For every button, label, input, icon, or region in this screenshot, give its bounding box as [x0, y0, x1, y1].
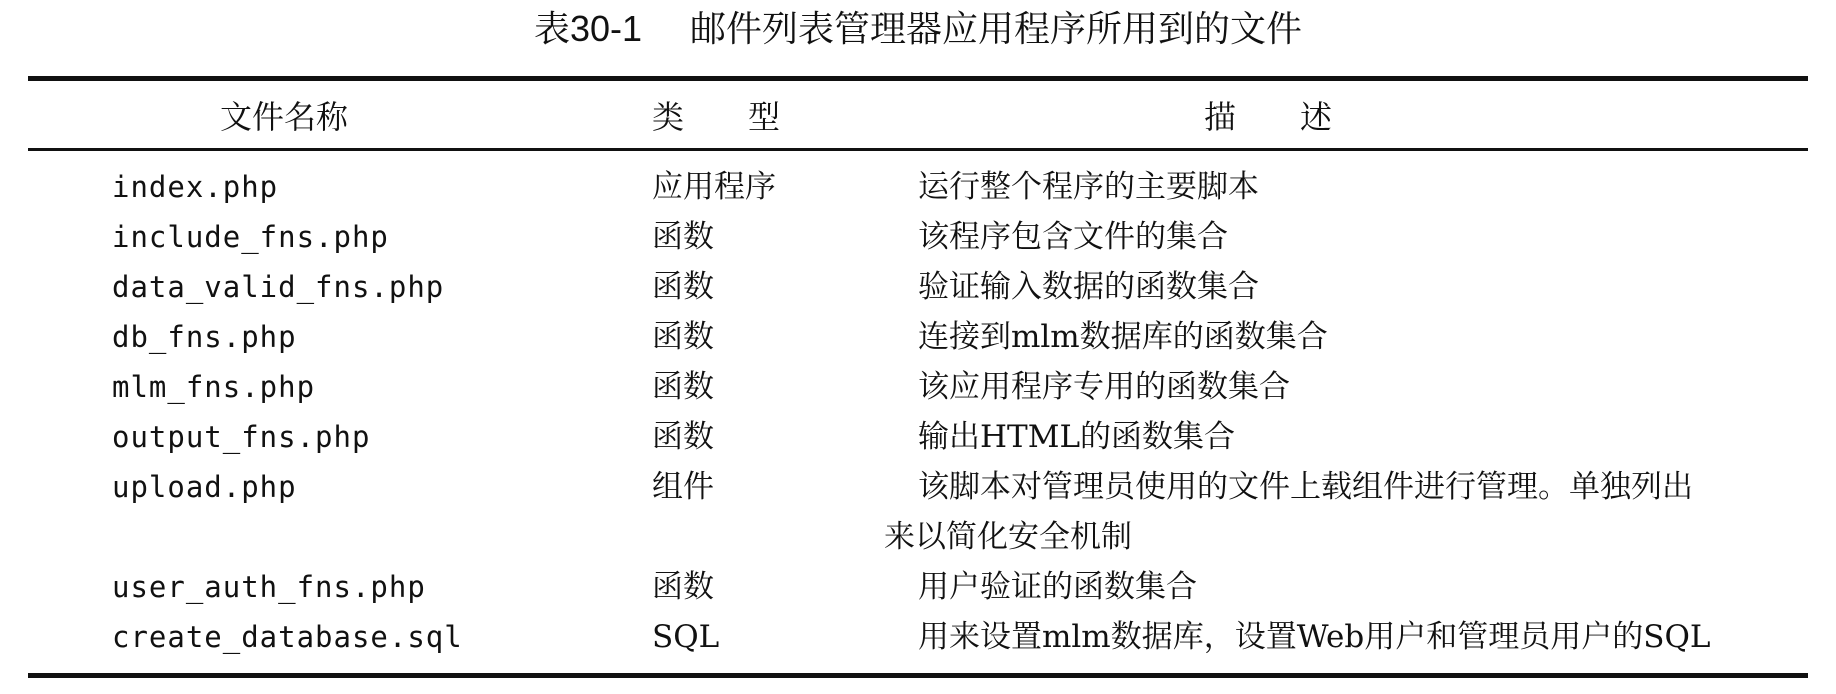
top-rule — [28, 76, 1808, 81]
file-name: mlm_fns.php — [112, 370, 316, 404]
file-type: 函数 — [652, 269, 714, 305]
table-row — [0, 212, 1836, 262]
file-type: 函数 — [652, 319, 714, 355]
file-description-continuation: 来以简化安全机制 — [884, 519, 1132, 555]
table-row — [0, 262, 1836, 312]
table-row — [0, 562, 1836, 612]
header-type: 类 型 — [652, 98, 781, 136]
file-name: upload.php — [112, 470, 297, 504]
table-row — [0, 312, 1836, 362]
file-name: db_fns.php — [112, 320, 297, 354]
table-row — [0, 162, 1836, 212]
file-name: user_auth_fns.php — [112, 570, 426, 604]
file-description: 连接到mlm数据库的函数集合 — [918, 319, 1328, 355]
file-type: 函数 — [652, 219, 714, 255]
table-row — [0, 412, 1836, 462]
file-name: data_valid_fns.php — [112, 270, 445, 304]
file-type: 函数 — [652, 369, 714, 405]
file-description: 输出HTML的函数集合 — [918, 419, 1236, 455]
file-type: 组件 — [652, 469, 714, 505]
file-description: 用来设置mlm数据库，设置Web用户和管理员用户的SQL — [918, 619, 1711, 655]
table-title: 邮件列表管理器应用程序所用到的文件 — [690, 9, 1303, 50]
file-description: 验证输入数据的函数集合 — [918, 269, 1259, 305]
file-description: 该程序包含文件的集合 — [918, 219, 1228, 255]
file-description: 运行整个程序的主要脚本 — [918, 169, 1259, 205]
file-name: index.php — [112, 170, 279, 204]
file-name: include_fns.php — [112, 220, 389, 254]
file-name: create_database.sql — [112, 620, 463, 654]
file-type: 应用程序 — [652, 169, 776, 205]
table-row — [0, 362, 1836, 412]
file-description: 该脚本对管理员使用的文件上载组件进行管理。单独列出 — [918, 469, 1693, 505]
file-description: 用户验证的函数集合 — [918, 569, 1197, 605]
file-type: 函数 — [652, 419, 714, 455]
table-row-continuation — [0, 512, 1836, 562]
table-row — [0, 612, 1836, 662]
table-row — [0, 462, 1836, 512]
file-type: SQL — [652, 619, 720, 655]
header-file-name: 文件名称 — [220, 98, 349, 136]
file-type: 函数 — [652, 569, 714, 605]
file-name: output_fns.php — [112, 420, 371, 454]
header-rule — [28, 148, 1808, 151]
file-description: 该应用程序专用的函数集合 — [918, 369, 1290, 405]
table-number: 表30-1 — [533, 8, 643, 49]
header-description: 描 述 — [1204, 98, 1333, 136]
bottom-rule — [28, 673, 1808, 678]
table-caption — [0, 4, 1836, 55]
